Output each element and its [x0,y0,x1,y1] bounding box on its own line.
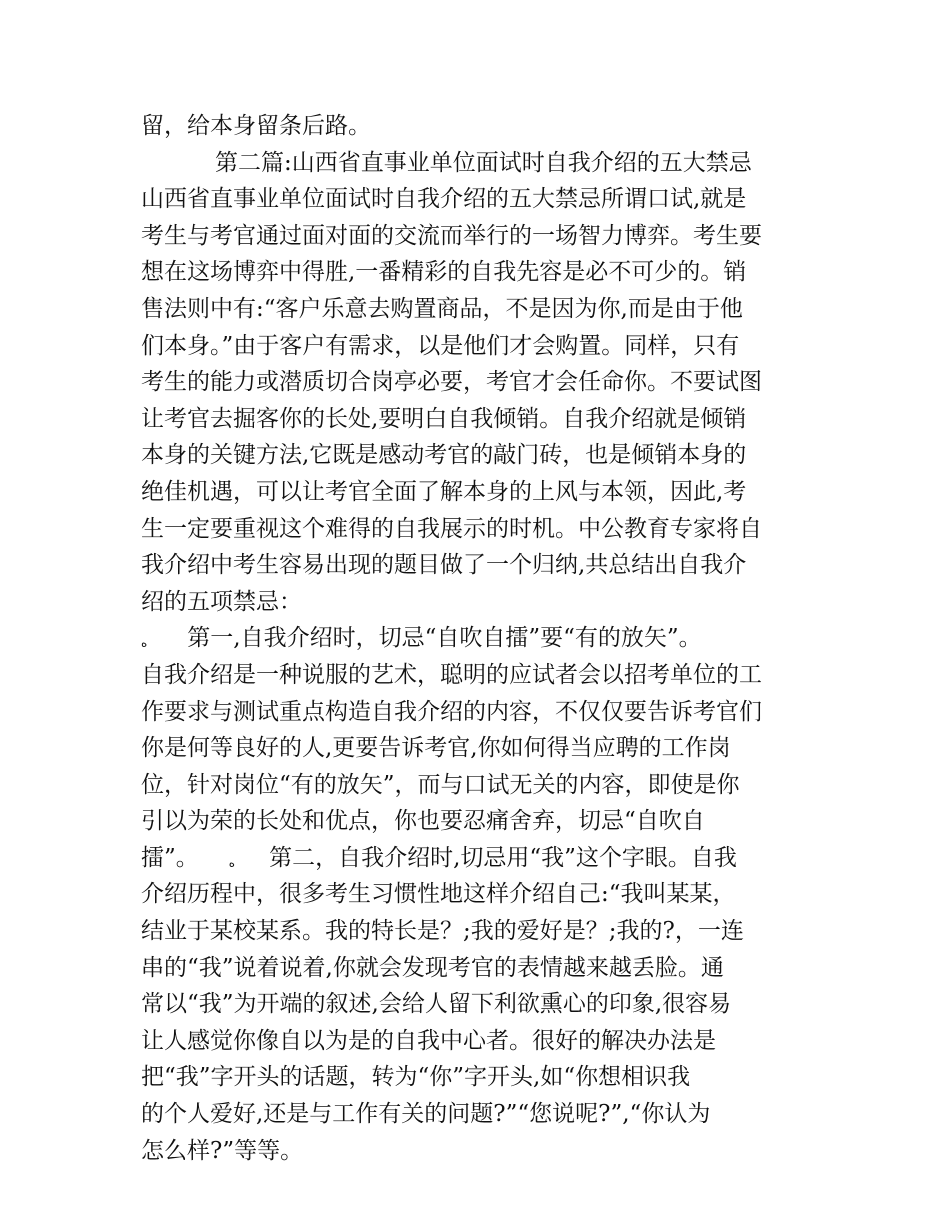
text-line: 怎么样?”等等。 [141,1137,304,1164]
text-line: 引以为荣的长处和优点，你也要忍痛舍弃，切忌“自吹自 [141,808,705,835]
body-text [141,108,816,1169]
point-two-text: 第二，自我介绍时,切忌用“我”这个字眼。自我 [269,844,737,871]
point-one-end-text: 擂”。 [141,844,199,871]
text-line: 结业于某校某系。我的特长是？;我的爱好是？;我的?，一连 [141,918,744,945]
text-line: 把“我”字开头的话题，转为“你”字开头,如“你想相识我 [141,1064,691,1091]
text-line-point-one [141,620,816,657]
text-line: 山西省直事业单位面试时自我介绍的五大禁忌所谓口试,就是 [141,186,747,213]
text-line: 生一定要重视这个难得的自我展示的时机。中公教育专家将自 [141,515,762,542]
point-one-text: 第一,自我介绍时，切忌“自吹自擂”要“有的放矢”。 [187,625,702,652]
text-line: 我介绍中考生容易出现的题目做了一个归纳,共总结出自我介 [141,552,747,579]
text-line: 你是何等良好的人,更要告诉考官,你如何得当应聘的工作岗 [141,735,731,762]
text-line: 介绍历程中，很多考生习惯性地这样介绍自己:“我叫某某， [141,881,736,908]
text-line: 让人感觉你像自以为是的自我中心者。很好的解决办法是 [141,1027,716,1054]
text-line-point-two [141,840,816,877]
text-line: 考生与考官通过面对面的交流而举行的一场智力博弈。考生要 [141,222,762,249]
text-line: 本身的关键方法,它既是感动考官的敲门砖，也是倾销本身的 [141,442,747,469]
text-line: 们本身。”由于客户有需求，以是他们才会购置。同样，只有 [141,332,740,359]
text-line: 绝佳机遇，可以让考官全面了解本身的上风与本领，因此,考 [141,478,747,505]
text-line: 让考官去掘客你的长处,要明白自我倾销。自我介绍就是倾销 [141,405,747,432]
text-line: 售法则中有:“客户乐意去购置商品，不是因为你,而是由于他 [141,295,743,322]
text-line: 位，针对岗位“有的放矢”，而与口试无关的内容，即使是你 [141,771,740,798]
section-heading: 第二篇:山西省直事业单位面试时自我介绍的五大禁忌 [215,149,752,176]
text-line: 留，给本身留条后路。 [141,113,371,139]
text-line: 串的“我”说着说着,你就会发现考官的表情越来越丢脸。通 [141,954,724,981]
text-line: 考生的能力或潜质切合岗亭必要，考官才会任命你。不要试图 [141,369,762,396]
text-line: 的个人爱好,还是与工作有关的问题?”“您说呢?”,“你认为 [141,1101,711,1128]
bullet-glyph-icon: ه [141,636,148,651]
text-line: 绍的五项禁忌： [141,588,302,615]
bullet-glyph-icon: ه [228,855,236,870]
text-line: 自我介绍是一种说服的艺术，聪明的应试者会以招考单位的工 [141,661,762,688]
text-line: 想在这场博弈中得胜,一番精彩的自我先容是必不可少的。销 [141,259,747,286]
text-line: 作要求与测试重点构造自我介绍的内容，不仅仅要告诉考官们 [141,698,762,725]
text-line: 常以“我”为开端的叙述,会给人留下利欲熏心的印象,很容易 [141,991,732,1018]
